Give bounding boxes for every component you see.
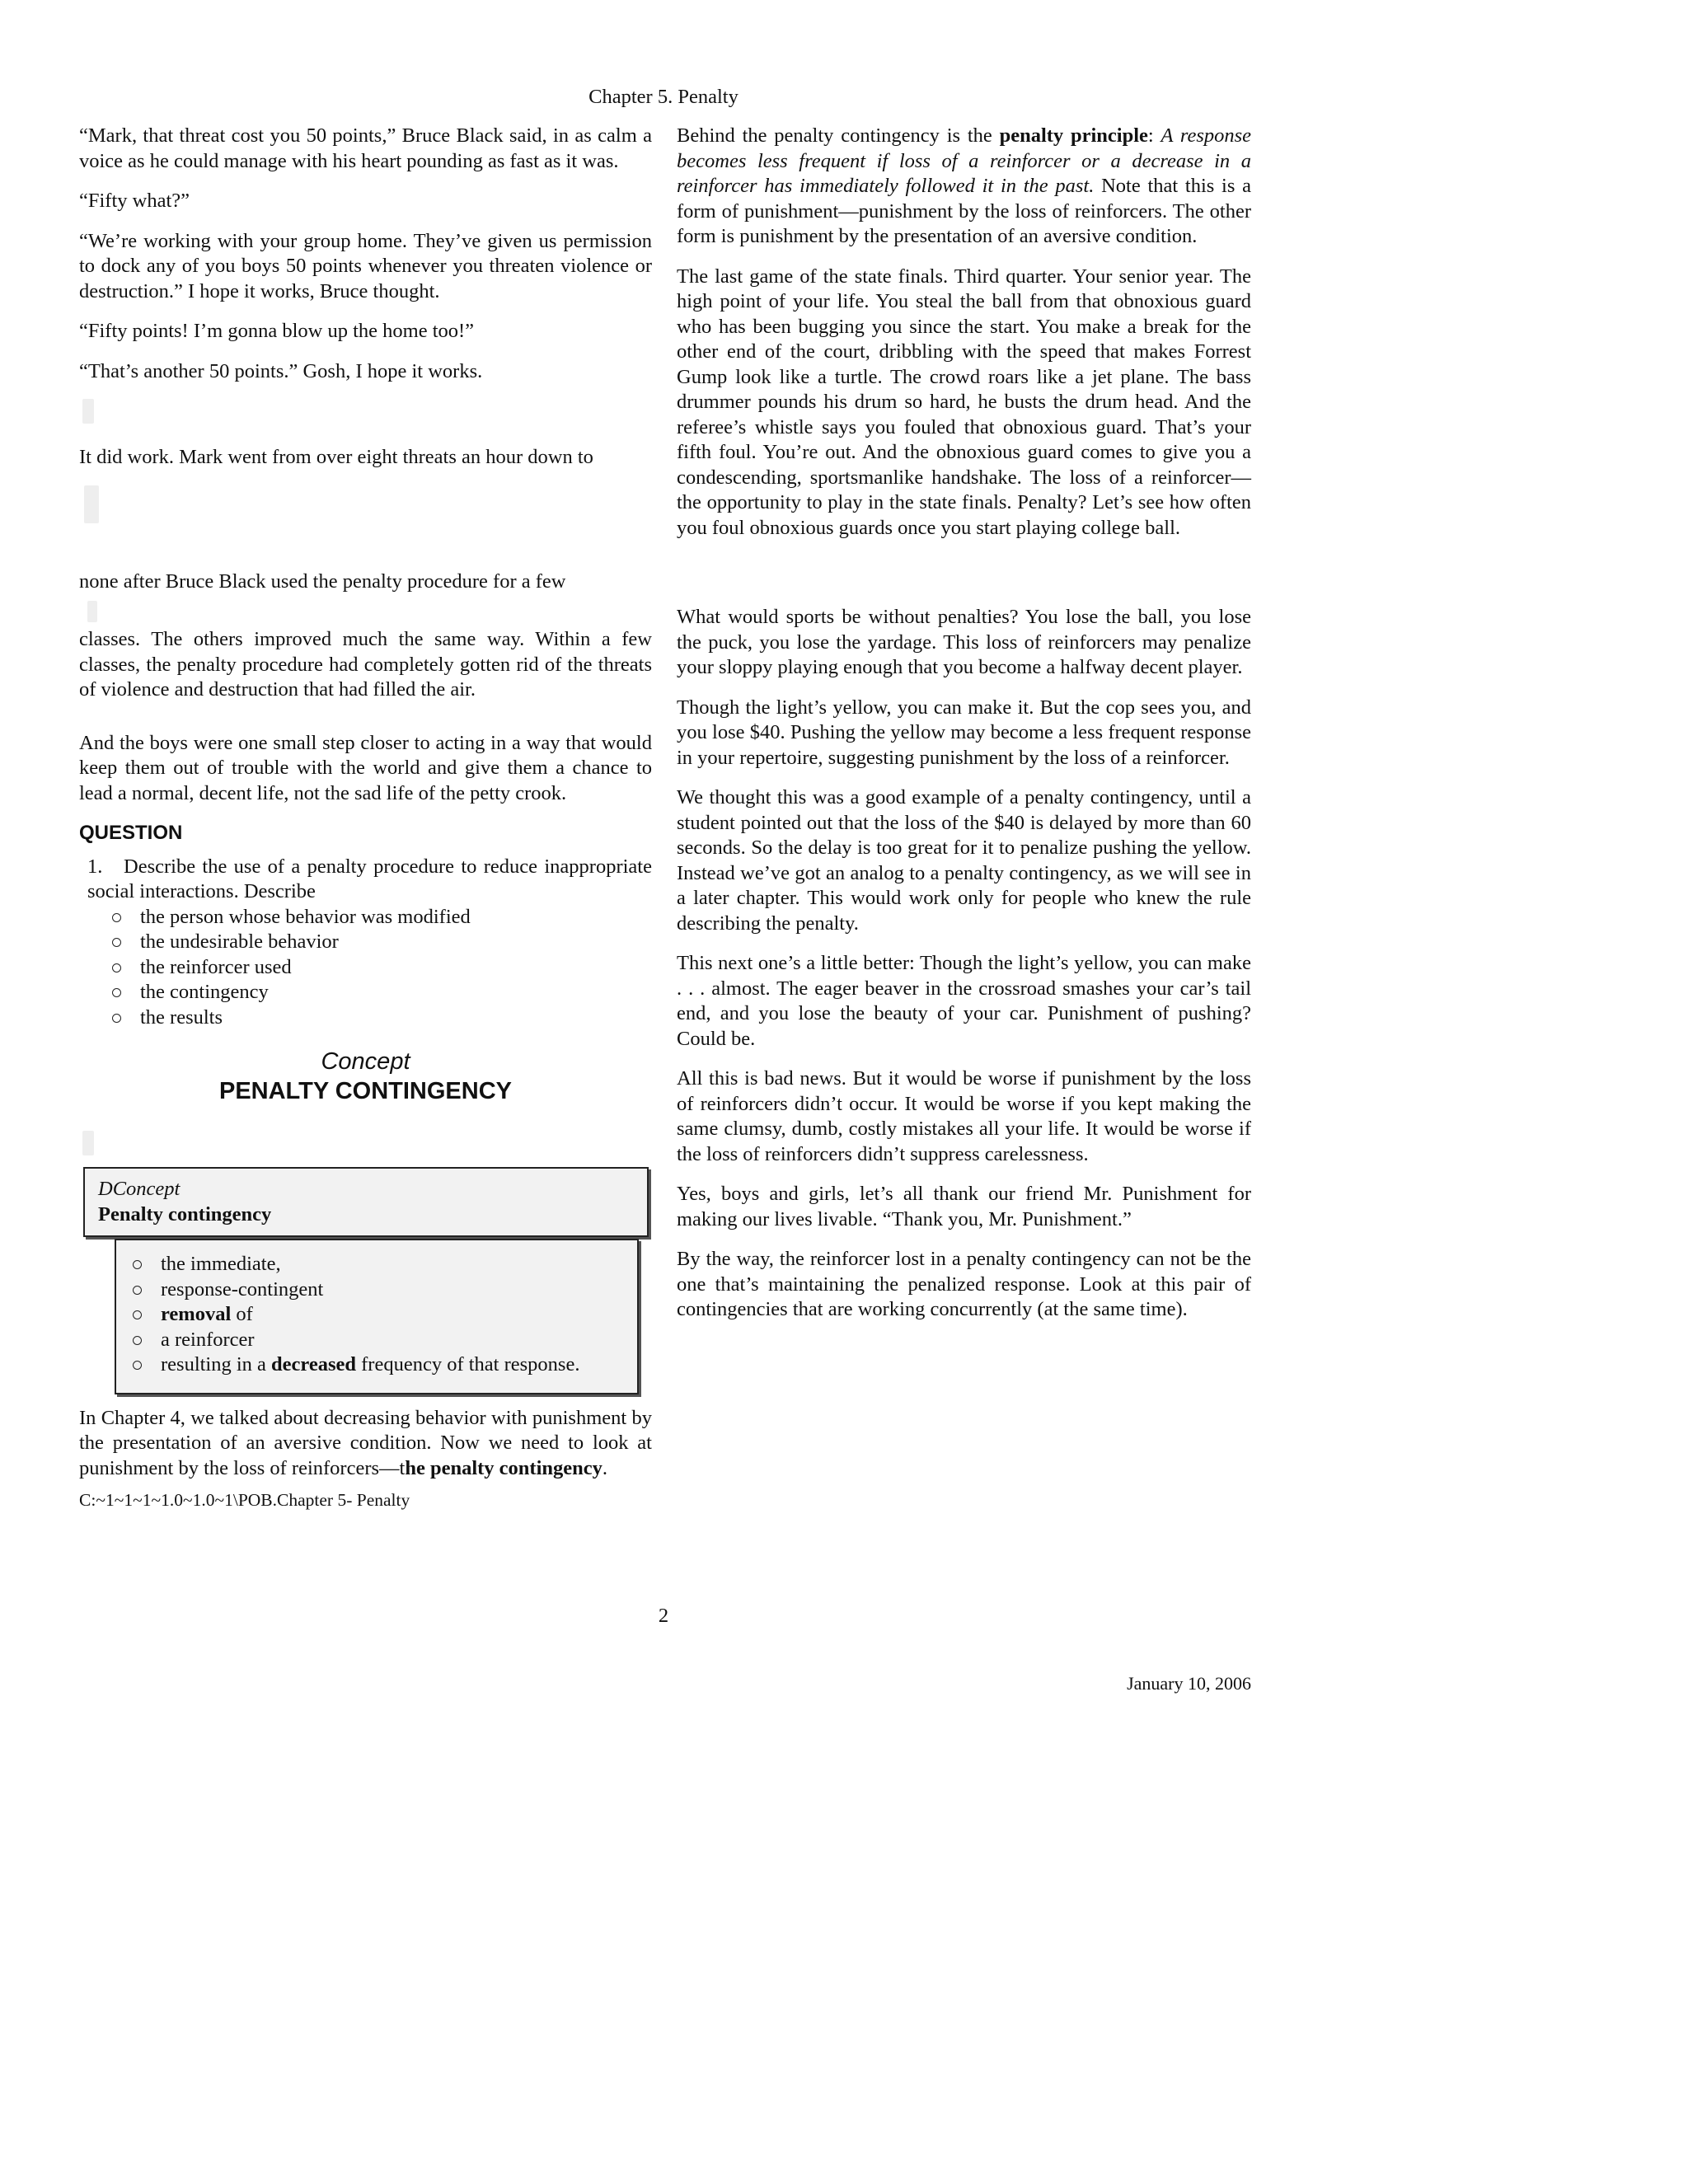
list-item: the contingency	[112, 980, 652, 1005]
paragraph: All this is bad news. But it would be worse if punishment by the loss of reinforcers didn’t occur. It would be worse if you kept making the same clumsy, dumb, costly mistakes all your life. It would be worse if the loss of reinforcers didn’t suppress carelessness.	[677, 1067, 1251, 1165]
list-item: the reinforcer used	[112, 955, 652, 981]
paragraph: The last game of the state finals. Third quarter. Your senior year. The high point of your life. You steal the ball from that obnoxious guard who has been bugging you since the start. You make a break for the other end of the court, dribbling with the speed that makes Forrest Gump look like a turtle. The crowd roars like a jet plane. The bass drummer pounds his drum so hard, he busts the drum head. And the referee’s whistle says you fouled that obnoxious guard. That’s your fifth foul. You’re out. And the obnoxious guard comes to give you a condescending, sportsmanlike handshake. The loss of a reinforcer—the opportunity to play in the state finals. Penalty? Let’s see how often you foul obnoxious guards once you start playing college ball.	[677, 265, 1251, 539]
concept-label: Concept	[321, 1048, 410, 1075]
paragraph: In Chapter 4, we talked about decreasing behavior with punishment by the presentation of an aversive condition. Now we need to look at punishment by the loss of reinforcers—the penalty contingency.	[79, 1406, 652, 1479]
question-heading: QUESTION	[79, 822, 183, 844]
list-item: response-contingent	[133, 1277, 629, 1303]
paragraph: This next one’s a little better: Though the light’s yellow, you can make . . . almost. The eager beaver in the crossroad smashes your car’s tail end, and you lose the beauty of your car. Punishment of pushing? Could be.	[677, 952, 1251, 1050]
page-date: January 10, 2006	[1127, 1673, 1251, 1694]
definition-body-box	[115, 1239, 639, 1394]
definition-term: Penalty contingency	[98, 1202, 272, 1226]
question-list	[79, 905, 652, 1031]
list-item: the undesirable behavior	[112, 930, 652, 955]
list-item	[133, 1352, 629, 1378]
paragraph: “We’re working with your group home. They’ve given us permission to dock any of you boys 50 points whenever you threaten violence or destruction.” I hope it works, Bruce thought.	[79, 229, 652, 302]
paragraph: Behind the penalty contingency is the penalty principle: A response becomes less frequent if loss of a reinforcer or a decrease in a reinforcer has immediately followed it in the past. Note that this is a form of punishment—punishment by the loss of reinforcers. The other form is punishment by the presentation of an aversive condition.	[677, 124, 1252, 247]
list-item: the results	[112, 1005, 652, 1031]
definition-header-box	[83, 1167, 649, 1237]
paragraph: Yes, boys and girls, let’s all thank our friend Mr. Punishment for making our lives livable. “Thank you, Mr. Punishment.”	[677, 1183, 1251, 1230]
scan-artifact	[82, 1131, 94, 1155]
file-path: C:~1~1~1~1.0~1.0~1\POB.Chapter 5- Penalty	[79, 1490, 410, 1510]
definition-list	[126, 1252, 629, 1378]
question-number: 1.	[87, 855, 103, 878]
concept-title: PENALTY CONTINGENCY	[218, 1078, 512, 1104]
paragraph: We thought this was a good example of a penalty contingency, until a student pointed out that the loss of the $40 is delayed by more than 60 seconds. So the delay is too great for it to penalize pushing the yellow. Instead we’ve got an analog to a penalty contingency, as we will see in a later chapter. This would work only for people who knew the rule describing the penalty.	[677, 786, 1251, 935]
definition-label: DConcept	[98, 1178, 181, 1200]
paragraph: And the boys were one small step closer to acting in a way that would keep them out of trouble with the world and give them a chance to lead a normal, decent life, not the sad life of the petty crook.	[79, 731, 652, 804]
paragraph: It did work. Mark went from over eight threats an hour down to	[79, 446, 593, 468]
scan-artifact	[82, 399, 94, 424]
paragraph: Though the light’s yellow, you can make it. But the cop sees you, and you lose $40. Pushing the yellow may become a less frequent response in your repertoire, suggesting punishment by the loss of a reinforcer.	[677, 696, 1251, 769]
page-number: 2	[658, 1605, 669, 1627]
scan-artifact	[87, 601, 97, 622]
question-item	[87, 855, 652, 905]
question-text: Describe the use of a penalty procedure to reduce inappropriate social interactions. Describe	[87, 855, 652, 902]
list-item: the immediate,	[133, 1252, 629, 1277]
paragraph: By the way, the reinforcer lost in a penalty contingency can not be the one that’s maintaining the penalized response. Look at this pair of contingencies that are working concurrently (at the same time).	[677, 1248, 1251, 1320]
paragraph: “Fifty what?”	[79, 190, 190, 212]
emphasis: removal	[161, 1303, 232, 1325]
paragraph: “Mark, that threat cost you 50 points,” Bruce Black said, in as calm a voice as he could manage with his heart pounding as fast as it was.	[79, 124, 652, 172]
paragraph: classes. The others improved much the same way. Within a few classes, the penalty procedure had completely gotten rid of the threats of violence and destruction that had filled the air.	[79, 628, 652, 701]
text: resulting in a	[161, 1353, 272, 1376]
left-column	[79, 124, 652, 1513]
paragraph: “That’s another 50 points.” Gosh, I hope it works.	[79, 359, 483, 382]
paragraph: none after Bruce Black used the penalty procedure for a few	[79, 569, 566, 593]
text: frequency of that response.	[356, 1353, 580, 1376]
paragraph: What would sports be without penalties? You lose the ball, you lose the puck, you lose the yardage. This loss of reinforcers may penalize your sloppy playing enough that you become a halfway decent player.	[677, 606, 1251, 678]
list-item: the person whose behavior was modified	[112, 905, 652, 930]
text: of	[231, 1303, 253, 1325]
list-item: a reinforcer	[133, 1328, 629, 1353]
right-column	[677, 124, 1251, 1338]
running-head: Chapter 5. Penalty	[588, 86, 738, 108]
scan-artifact	[84, 485, 99, 523]
list-item	[133, 1302, 629, 1328]
emphasis: decreased	[271, 1353, 357, 1376]
paragraph: “Fifty points! I’m gonna blow up the home too!”	[79, 320, 475, 342]
